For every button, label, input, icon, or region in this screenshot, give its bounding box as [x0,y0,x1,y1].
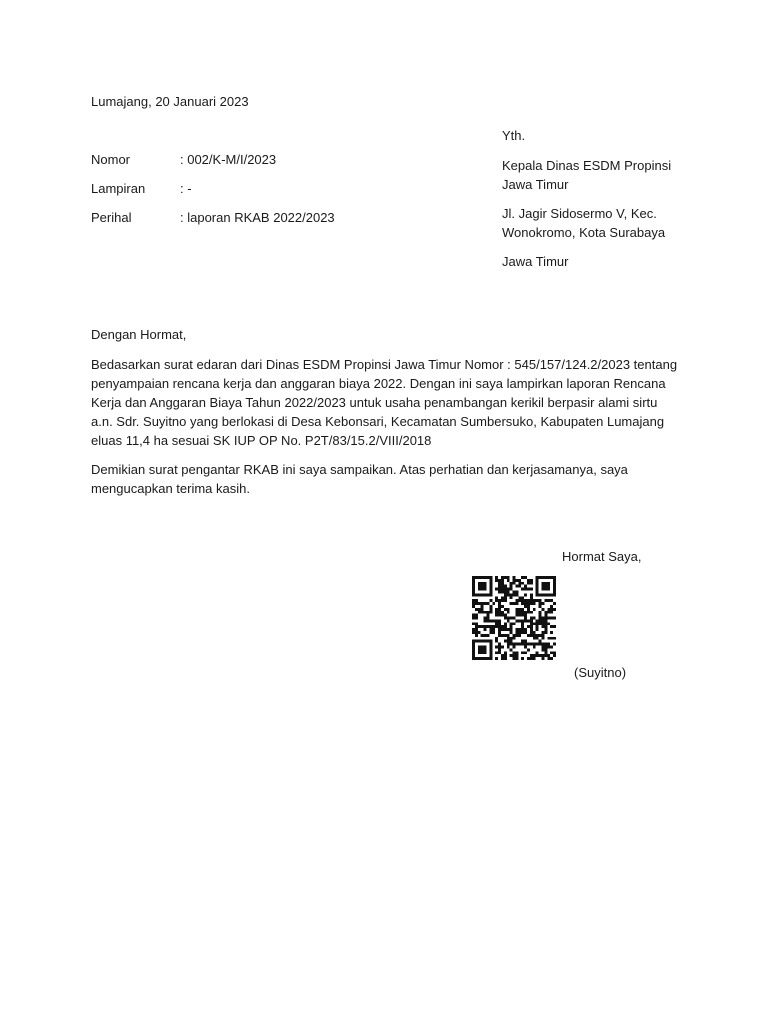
body-paragraph: Bedasarkan surat edaran dari Dinas ESDM Propinsi Jawa Timur Nomor : 545/157/124.2/2023 tentang penyampaian rencana kerja dan anggaran biaya 2022. Dengan ini saya lampirkan laporan Rencana Kerja dan Anggaran Biaya Tahun 2022/2023 untuk usaha penambangan kerikil berpasir alami sirtu a.n. Sdr. Suyitno yang berlokasi di Desa Kebonsari, Kecamatan Sumbersuko, Kabupaten Lumajang eluas 11,4 ha sesuai SK IUP OP No. P2T/83/15.2/VIII/2018 [91,357,678,448]
closing-paragraph: Demikian surat pengantar RKAB ini saya sampaikan. Atas perhatian dan kerjasamanya, saya mengucapkan terima kasih. [91,462,628,496]
recipient-line: Jl. Jagir Sidosermo V, Kec. [502,206,657,221]
meta-label-lampiran: Lampiran [91,181,146,196]
meta-label-nomor: Nomor [91,152,131,167]
qr-code-icon [472,576,556,660]
recipient-line: Jawa Timur [502,254,569,269]
recipient-line: Jawa Timur [502,177,569,192]
meta-value-perihal: : laporan RKAB 2022/2023 [180,210,335,225]
meta-value-lampiran: : - [180,181,192,196]
meta-value-nomor: : 002/K-M/I/2023 [180,152,277,167]
recipient-line: Kepala Dinas ESDM Propinsi [502,158,672,173]
signoff: Hormat Saya, [562,549,642,564]
meta-label-perihal: Perihal [91,210,132,225]
place-date: Lumajang, 20 Januari 2023 [91,94,249,109]
signer-name: (Suyitno) [574,665,627,680]
recipient-salutation: Yth. [502,128,526,143]
greeting: Dengan Hormat, [91,327,187,342]
recipient-line: Wonokromo, Kota Surabaya [502,225,666,240]
